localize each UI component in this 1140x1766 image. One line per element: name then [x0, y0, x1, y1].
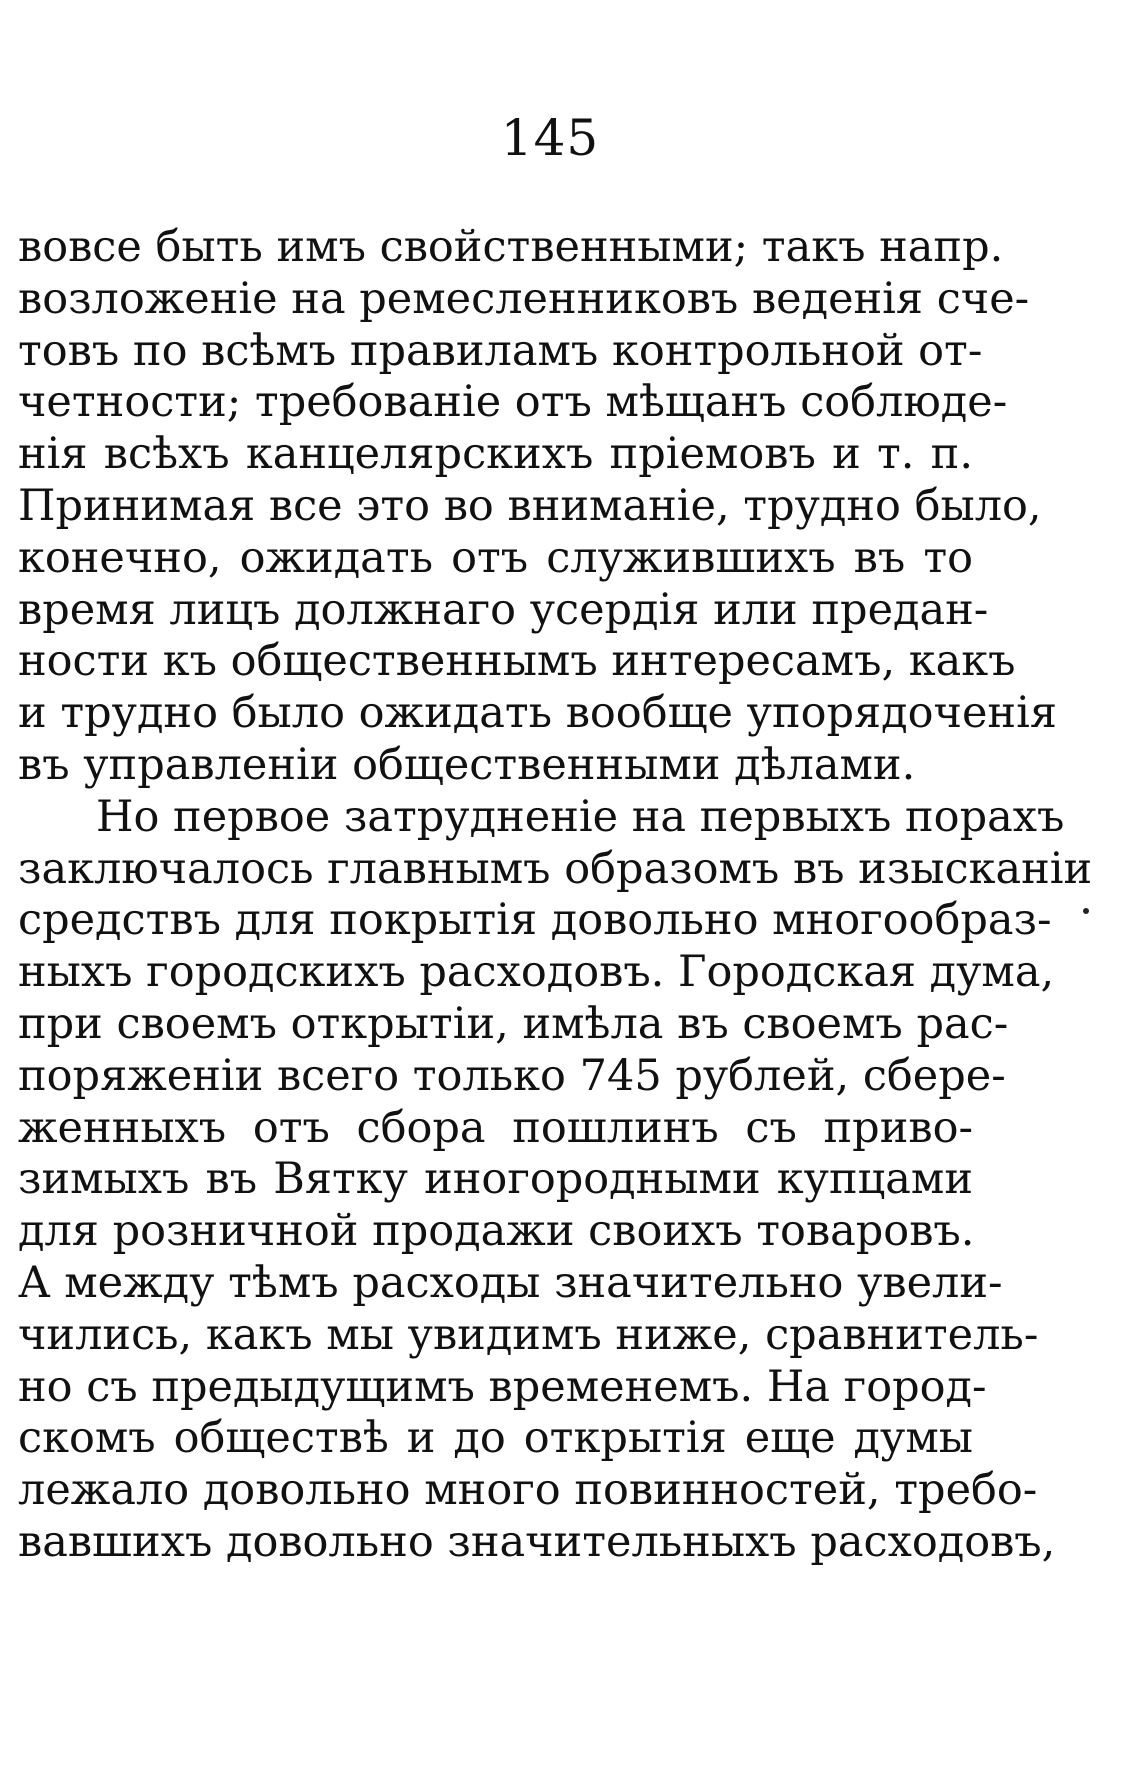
page-text [18, 222, 1093, 1569]
text-line: А между тѣмъ расходы значительно увели- [18, 1257, 1003, 1308]
text-line: для розничной продажи своихъ товаровъ. [18, 1206, 975, 1257]
text-line: при своемъ открытіи, имѣла въ своемъ рас- [18, 998, 1009, 1049]
text-line: время лицъ должнаго усердія или предан- [18, 584, 989, 635]
text-line: ности къ общественнымъ интересамъ, какъ [18, 636, 1016, 687]
text-line: но съ предыдущимъ временемъ. На город- [18, 1361, 987, 1412]
text-line: въ управленіи общественными дѣлами. [18, 739, 916, 790]
text-line: конечно, ожидать отъ служившихъ въ то [18, 532, 973, 583]
text-line: Принимая все это во вниманіе, трудно было, [18, 480, 1042, 531]
text-line: вовсе быть имъ свойственными; такъ напр. [18, 222, 1004, 272]
text-line: поряженіи всего только 745 рублей, сбере- [18, 1050, 1006, 1101]
text-line: четности; требованіе отъ мѣщанъ соблюде- [18, 377, 1008, 428]
ink-speck [1083, 908, 1089, 914]
text-line: Но первое затрудненіе на первыхъ порахъ [96, 791, 1065, 842]
text-line: нія всѣхъ канцелярскихъ пріемовъ и т. п. [18, 429, 973, 480]
paragraph-1 [18, 222, 1057, 792]
text-line: возложеніе на ремесленниковъ веденія сче- [18, 273, 1030, 324]
text-line: ныхъ городскихъ расходовъ. Городская дума, [18, 947, 1055, 998]
text-line: вавшихъ довольно значительныхъ расходовъ, [18, 1516, 1056, 1567]
text-line: заключалось главнымъ образомъ въ изысканіи [18, 843, 1093, 894]
text-line: зимыхъ въ Вятку иногородными купцами [18, 1154, 973, 1205]
text-line: чились, какъ мы увидимъ ниже, сравнитель- [18, 1309, 1039, 1360]
text-line: средствъ для покрытія довольно многообраз- [18, 895, 1052, 946]
paragraph-2 [18, 791, 1093, 1569]
text-line: товъ по всѣмъ правиламъ контрольной от- [18, 325, 983, 376]
page-number: 145 [500, 109, 600, 167]
text-line: женныхъ отъ сбора пошлинъ съ приво- [18, 1102, 973, 1153]
text-line: скомъ обществѣ и до открытія еще думы [18, 1413, 973, 1464]
text-line: лежало довольно много повинностей, требо- [18, 1465, 1038, 1516]
text-line: и трудно было ожидать вообще упорядоченія [18, 688, 1057, 739]
